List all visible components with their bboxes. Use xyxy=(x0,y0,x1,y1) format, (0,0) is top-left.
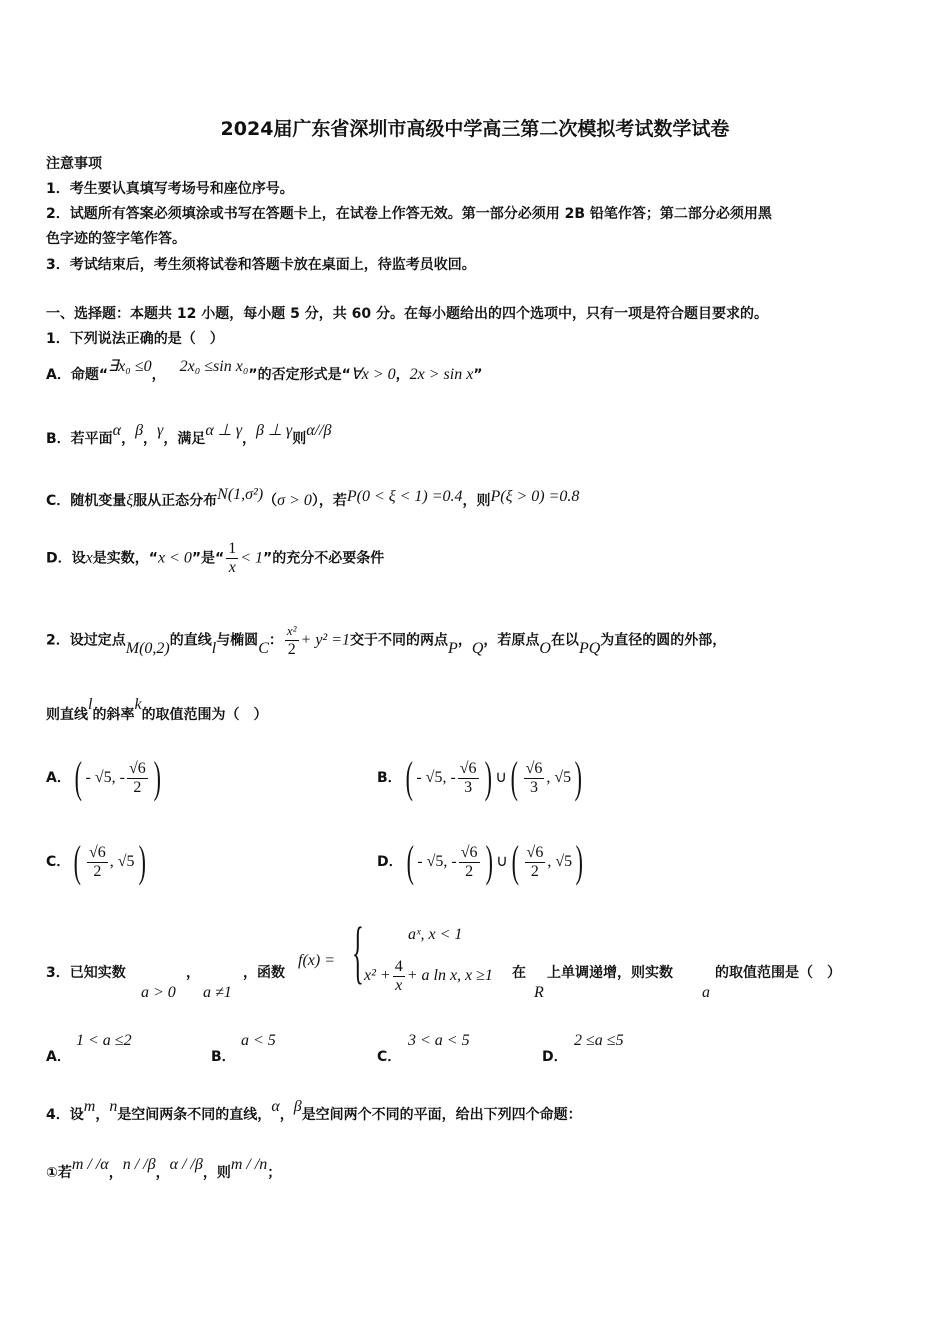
denominator: 2 xyxy=(530,862,539,880)
numerator: √6 xyxy=(526,843,544,861)
text: 是空间两个不同的平面，给出下列四个命题： xyxy=(301,1107,582,1123)
punct: ， xyxy=(242,431,256,447)
math-expr: α / /β xyxy=(169,1156,203,1173)
q2-option-b xyxy=(377,753,586,802)
paren-close: ) xyxy=(574,753,583,802)
math-expr: + a ln x, x ≥1 xyxy=(406,967,493,985)
numerator: √6 xyxy=(525,759,543,777)
math-expr: l xyxy=(88,696,93,713)
numerator: √6 xyxy=(128,759,146,777)
paren-open: ( xyxy=(405,753,413,802)
math-expr: k xyxy=(134,696,142,713)
text: ，则 xyxy=(202,1165,231,1181)
q3-option-d: 2 ≤a ≤5 xyxy=(574,1032,624,1049)
q3-option-d-label: D． xyxy=(542,1049,568,1065)
math-expr: ξ xyxy=(126,492,134,509)
punct: ， xyxy=(143,431,158,447)
paren-open: ( xyxy=(510,753,518,802)
text: ，则 xyxy=(462,493,491,509)
numerator: 1 xyxy=(228,540,237,557)
punct: ， xyxy=(395,367,410,383)
text: （ xyxy=(263,493,278,509)
math-expr: α ⊥ γ xyxy=(205,422,242,439)
q3-stem-text-2: ，函数 xyxy=(243,965,285,981)
text: 的直线 xyxy=(169,632,212,649)
math-expr: ∪ xyxy=(495,769,507,786)
q3-stem-text-5: 的取值范围是（ ） xyxy=(715,965,841,981)
paren-open: ( xyxy=(73,837,82,886)
text: ），若 xyxy=(311,493,347,509)
option-label: B．若平面 xyxy=(46,431,113,447)
math-expr: M(0,2) xyxy=(125,639,170,657)
text: 则 xyxy=(292,431,307,447)
notice-item-2: 2．试题所有答案必须填涂或书写在答题卡上，在试卷上作答无效。第一部分必须用 2B 铅笔作答；第二部分必须用黑 xyxy=(46,206,772,222)
denominator: 2 xyxy=(465,862,474,880)
q3-option-c-label: C． xyxy=(377,1049,402,1065)
math-expr: O xyxy=(539,639,551,657)
text: ①若 xyxy=(46,1165,72,1181)
option-label: C．随机变量 xyxy=(46,493,127,509)
fraction xyxy=(459,844,480,881)
q3-option-b: a < 5 xyxy=(241,1032,276,1049)
q2-option-a xyxy=(46,753,164,802)
numerator: √6 xyxy=(459,759,477,777)
text: 交于不同的两点 xyxy=(350,632,449,649)
math-expr: < 1 xyxy=(240,549,264,567)
text: 则直线 xyxy=(46,707,88,723)
punct: ； xyxy=(267,1165,282,1181)
punct: ， xyxy=(279,1107,294,1123)
punct: ， xyxy=(95,1107,110,1123)
q3-case-2 xyxy=(364,958,493,995)
math-expr: l xyxy=(211,639,217,657)
text: ”的否定形式是“ xyxy=(248,367,351,383)
math-expr: + y² =1 xyxy=(300,631,351,649)
q3-option-b-label: B． xyxy=(211,1049,236,1065)
text: 服从正态分布 xyxy=(133,493,218,509)
text: 在以 xyxy=(550,632,579,649)
math-expr: x xyxy=(85,549,93,567)
math-expr: x² + xyxy=(364,967,391,985)
q1-option-a xyxy=(46,358,483,384)
numerator: x² xyxy=(285,622,299,641)
q2-stem xyxy=(46,622,726,659)
text: ，若原点 xyxy=(483,632,540,649)
option-label: C． xyxy=(46,854,71,870)
q3-case-1: aˣ, x < 1 xyxy=(408,926,463,943)
q3-func-name: f(x) = xyxy=(298,952,335,969)
math-expr: ∪ xyxy=(496,853,508,870)
math-expr: P(0 < ξ < 1) =0.4 xyxy=(346,488,463,505)
option-label: A． xyxy=(46,770,71,786)
option-label: A．命题“ xyxy=(46,367,109,383)
math-expr: , √5 xyxy=(546,769,572,786)
q4-stem xyxy=(46,1098,582,1124)
denominator: 3 xyxy=(529,778,538,796)
math-expr: γ xyxy=(157,422,164,439)
paren-close: ) xyxy=(484,753,492,802)
math-expr: PQ xyxy=(578,639,601,657)
fraction xyxy=(458,760,479,797)
q3-option-a-label: A． xyxy=(46,1049,71,1065)
q3-stem-text-4: 上单调递增，则实数 xyxy=(547,965,673,981)
punct: ， xyxy=(108,1165,123,1181)
paren-close: ) xyxy=(575,837,584,886)
punct: ， xyxy=(121,431,136,447)
math-expr: β xyxy=(135,422,144,439)
option-label: D． xyxy=(377,854,403,870)
q2-stem-cont xyxy=(46,696,268,724)
denominator: 2 xyxy=(93,862,102,880)
math-expr: ∃x₀ ≤0 xyxy=(108,358,152,375)
math-expr: - √5, - xyxy=(416,769,456,786)
notice-item-3: 3．考试结束后，考生须将试卷和答题卡放在桌面上，待监考员收回。 xyxy=(46,257,476,273)
text: 4．设 xyxy=(46,1107,84,1123)
fraction xyxy=(285,622,299,659)
paren-close: ) xyxy=(138,837,146,886)
denominator: 2 xyxy=(133,778,142,796)
math-expr: m / /α xyxy=(71,1156,109,1173)
math-expr: σ > 0 xyxy=(277,492,312,509)
text: 与椭圆 xyxy=(216,632,259,649)
fraction xyxy=(393,958,405,995)
option-label: D．设 xyxy=(46,550,86,567)
q3-comma: ， xyxy=(186,965,200,981)
q2-option-c xyxy=(46,837,149,886)
q1-stem: 1．下列说法正确的是（ ） xyxy=(46,331,224,347)
text: ” xyxy=(473,367,483,383)
denominator: x xyxy=(395,977,403,994)
q3-option-c: 3 < a < 5 xyxy=(408,1032,470,1049)
q3-cond-a-pos: a > 0 xyxy=(141,984,176,1001)
option-label: B． xyxy=(377,770,402,786)
q3-case-brace: { xyxy=(352,914,364,991)
notice-item-1: 1．考生要认真填写考场号和座位序号。 xyxy=(46,181,294,197)
text: 是实数，“ xyxy=(92,550,158,567)
math-expr: , √5 xyxy=(109,853,135,870)
math-expr: P(ξ > 0) =0.8 xyxy=(490,488,580,505)
math-expr: ∀x > 0 xyxy=(350,366,396,383)
paren-open: ( xyxy=(74,753,82,802)
punct: ： xyxy=(268,632,283,649)
numerator: √6 xyxy=(88,843,106,861)
q3-cond-a-ne1: a ≠1 xyxy=(203,984,232,1001)
q1-option-b xyxy=(46,422,332,448)
fraction xyxy=(127,760,148,797)
math-expr: 2x > sin x xyxy=(409,366,474,383)
paren-close: ) xyxy=(485,837,493,886)
notice-item-2-cont: 色字迹的签字笔作答。 xyxy=(46,231,186,247)
math-expr: Q xyxy=(471,639,484,657)
math-expr: - √5, - xyxy=(85,769,125,786)
math-expr: - √5, - xyxy=(417,853,457,870)
text: 的斜率 xyxy=(92,707,135,723)
math-expr: α//β xyxy=(306,422,332,439)
q1-option-c xyxy=(46,486,580,510)
section-heading: 一、选择题：本题共 12 小题，每小题 5 分，共 60 分。在每小题给出的四个选项中，只有一项是符合题目要求的。 xyxy=(46,306,768,322)
fraction xyxy=(226,540,238,577)
fraction xyxy=(525,844,546,881)
math-expr: , √5 xyxy=(547,853,573,870)
text: 为直径的圆的外部， xyxy=(600,632,727,649)
q1-option-d xyxy=(46,540,384,577)
page-title: 2024届广东省深圳市高级中学高三第二次模拟考试数学试卷 xyxy=(220,118,730,140)
math-expr: x < 0 xyxy=(157,549,192,567)
text: 的取值范围为（ ） xyxy=(141,707,268,723)
q3-domain: R xyxy=(534,984,544,1001)
math-expr: α xyxy=(271,1098,280,1115)
math-expr: n xyxy=(109,1098,118,1115)
fraction xyxy=(524,760,545,797)
math-expr: 2x₀ ≤sin x₀ xyxy=(179,358,249,375)
q3-stem-text-1: 3．已知实数 xyxy=(46,965,126,981)
q3-option-a: 1 < a ≤2 xyxy=(76,1032,132,1049)
math-expr: C xyxy=(258,639,269,657)
denominator: 3 xyxy=(464,778,473,796)
math-expr: β ⊥ γ xyxy=(256,422,293,439)
denominator: 2 xyxy=(287,641,296,658)
math-expr: n / /β xyxy=(122,1156,156,1173)
q3-stem-text-3: 在 xyxy=(512,965,526,981)
paren-open: ( xyxy=(511,837,519,886)
math-expr: P xyxy=(448,639,458,657)
text: 2．设过定点 xyxy=(46,632,126,649)
paren-close: ) xyxy=(153,753,161,802)
punct: ， xyxy=(457,632,472,649)
text: 是空间两条不同的直线， xyxy=(117,1107,272,1123)
math-expr: m xyxy=(83,1098,96,1115)
q2-option-d xyxy=(377,837,587,886)
numerator: √6 xyxy=(460,843,478,861)
numerator: 4 xyxy=(394,958,403,975)
math-expr: m / /n xyxy=(230,1156,268,1173)
punct: ， xyxy=(151,367,166,383)
paren-open: ( xyxy=(406,837,414,886)
text: ，满足 xyxy=(163,431,206,447)
q3-var-a: a xyxy=(702,984,710,1001)
punct: ， xyxy=(155,1165,170,1181)
denominator: x xyxy=(228,559,236,576)
math-expr: N(1,σ²) xyxy=(217,486,264,503)
fraction xyxy=(87,844,108,881)
math-expr: α xyxy=(112,422,122,439)
text: ”是“ xyxy=(191,550,225,567)
text: ”的充分不必要条件 xyxy=(263,550,385,567)
math-expr: β xyxy=(293,1098,302,1115)
q4-proposition-1 xyxy=(46,1156,282,1182)
notice-heading: 注意事项 xyxy=(46,156,102,172)
